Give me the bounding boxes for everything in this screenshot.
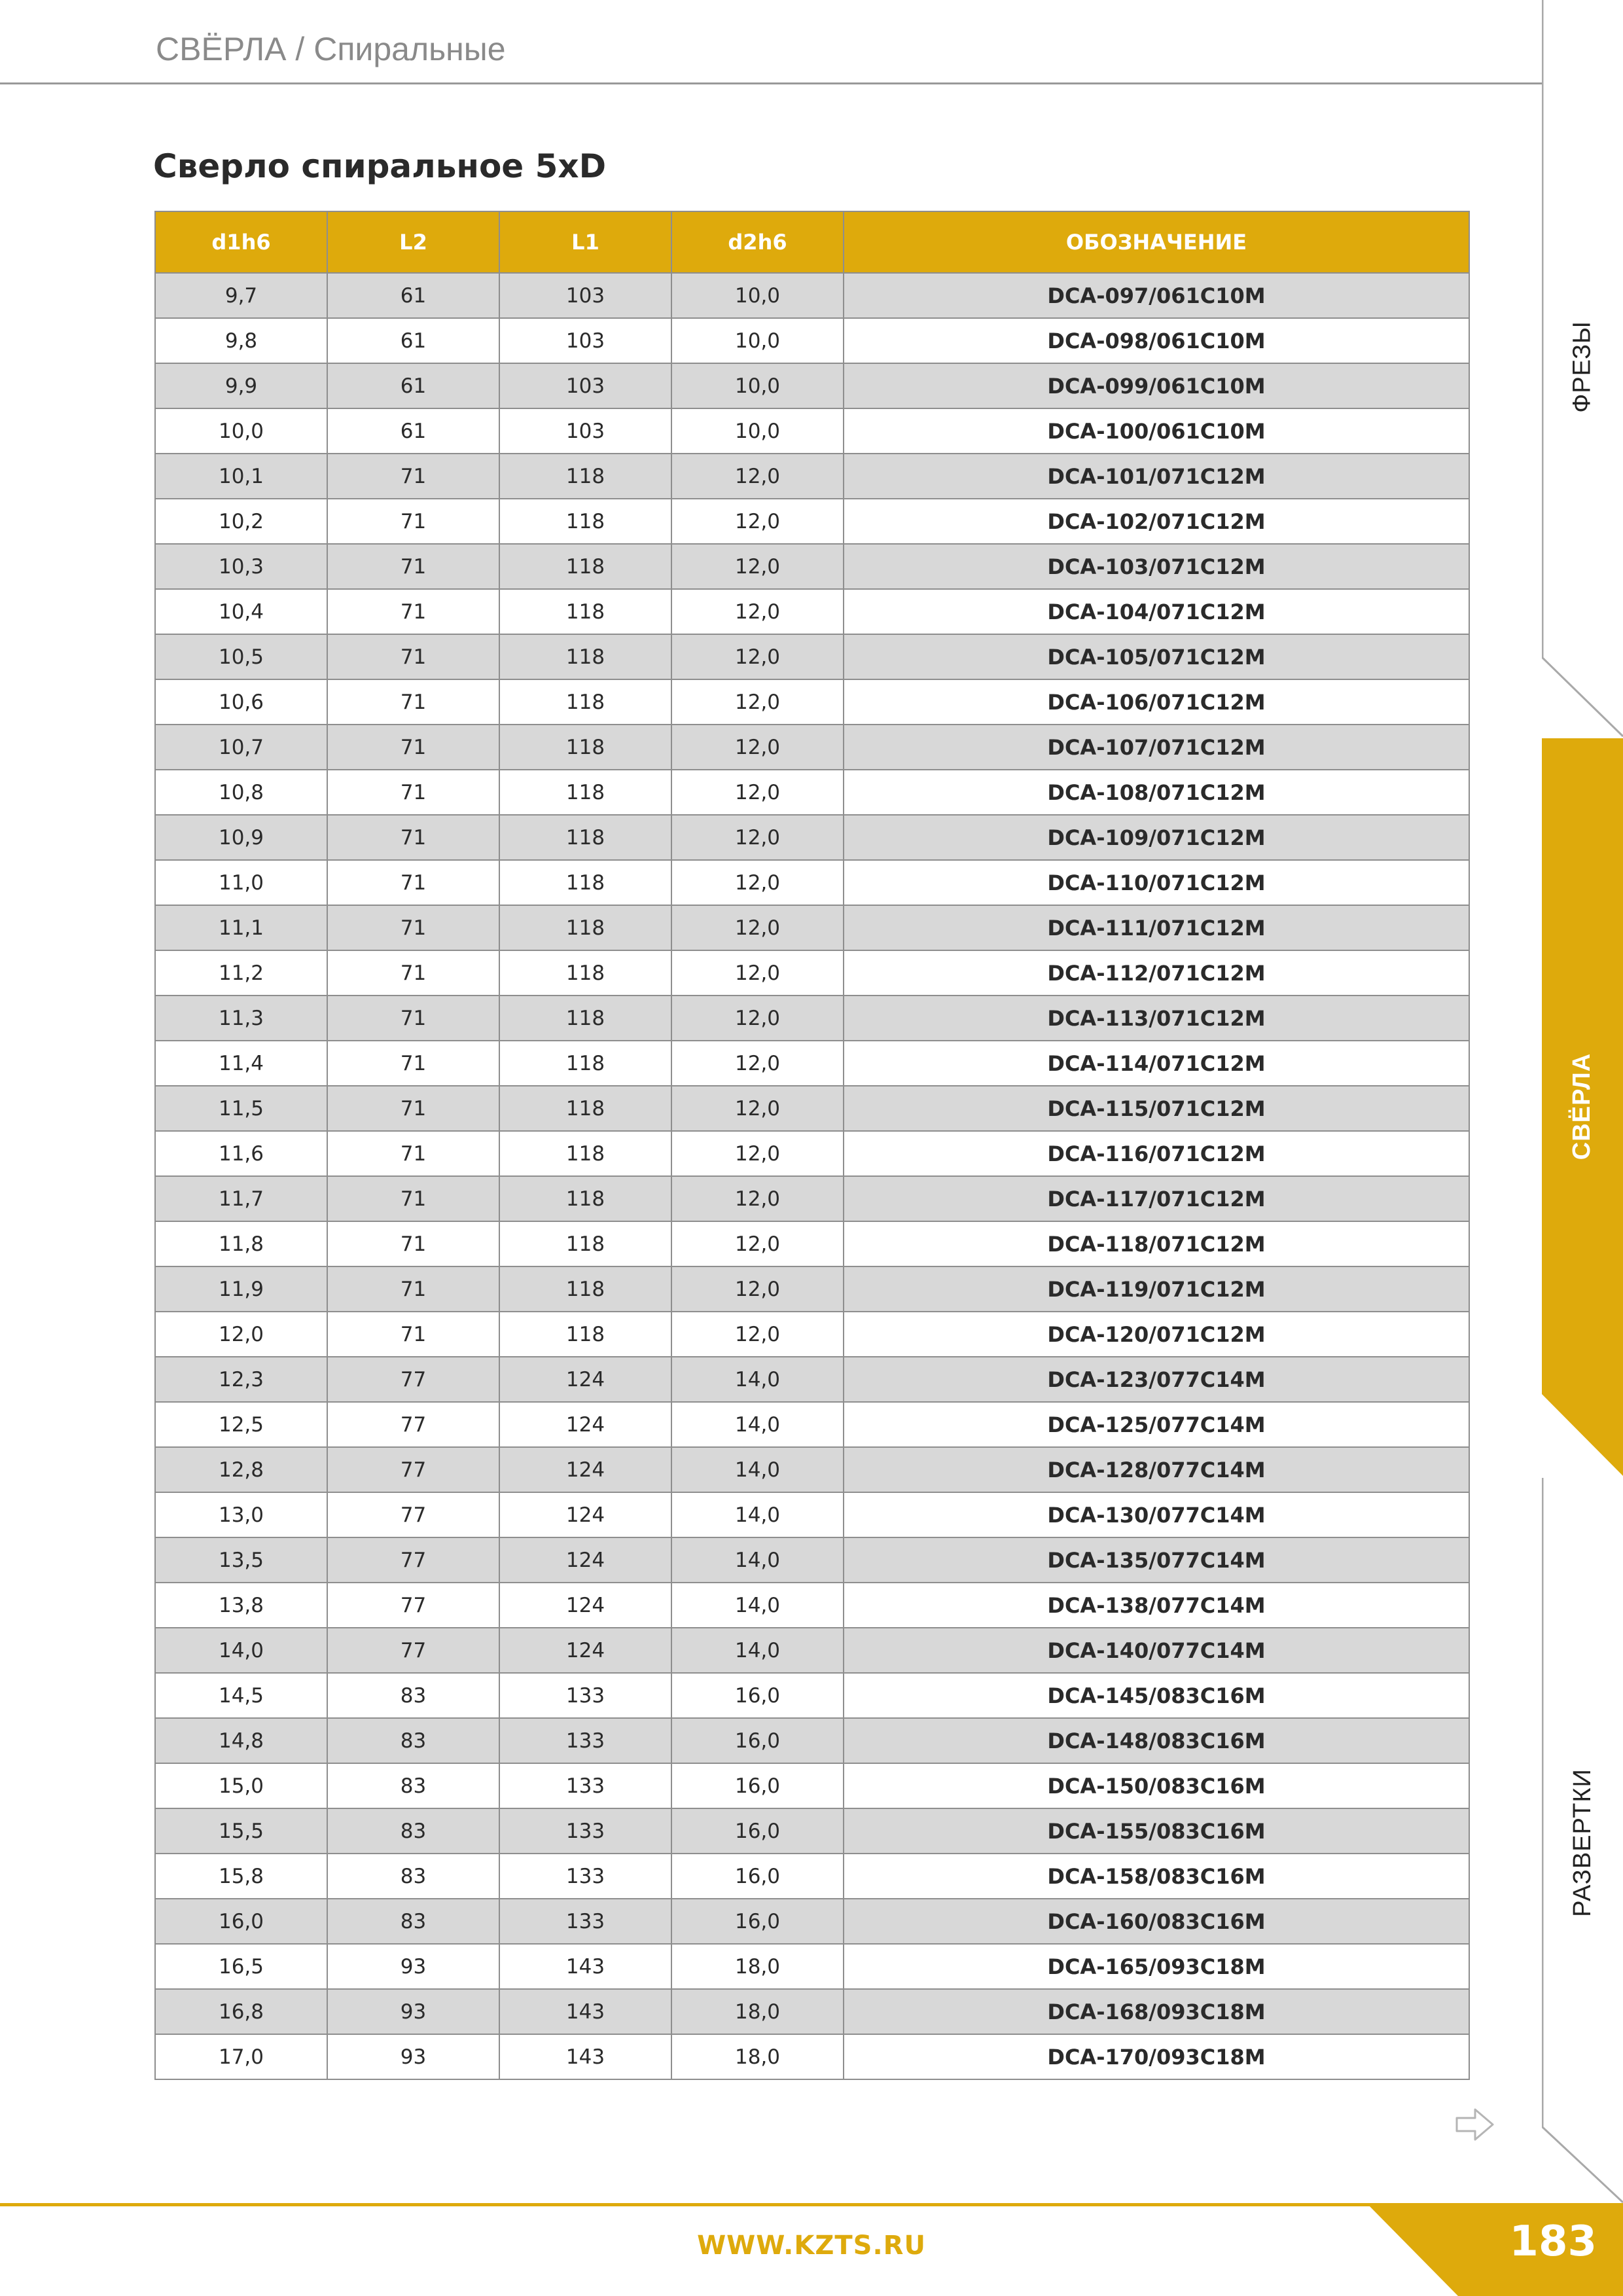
cell-d1h6: 10,8	[155, 770, 327, 815]
cell-l2: 61	[327, 408, 499, 454]
cell-d2h6: 12,0	[671, 1221, 844, 1266]
cell-d1h6: 14,8	[155, 1718, 327, 1763]
table-row	[155, 770, 1469, 815]
cell-l1: 124	[499, 1357, 671, 1402]
cell-l2: 71	[327, 499, 499, 544]
cell-d2h6: 12,0	[671, 815, 844, 860]
cell-d2h6: 12,0	[671, 454, 844, 499]
breadcrumb: СВЁРЛА / Спиральные	[156, 31, 506, 67]
cell-d1h6: 15,0	[155, 1763, 327, 1808]
cell-designation: DCA-128/077C14M	[844, 1447, 1469, 1492]
cell-l2: 77	[327, 1447, 499, 1492]
cell-l1: 118	[499, 770, 671, 815]
cell-designation: DCA-115/071C12M	[844, 1086, 1469, 1131]
column-header-l1: L1	[499, 211, 671, 273]
page-number: 183	[1509, 2217, 1597, 2266]
cell-d2h6: 16,0	[671, 1763, 844, 1808]
table-row	[155, 1266, 1469, 1312]
cell-d2h6: 12,0	[671, 770, 844, 815]
table-header-row	[155, 211, 1469, 273]
arrow-right-outline-icon	[1455, 2108, 1495, 2142]
cell-l1: 103	[499, 363, 671, 408]
cell-l1: 143	[499, 2034, 671, 2079]
cell-l1: 133	[499, 1899, 671, 1944]
cell-designation: DCA-109/071C12M	[844, 815, 1469, 860]
cell-d1h6: 15,5	[155, 1808, 327, 1854]
cell-l1: 124	[499, 1628, 671, 1673]
footer-website-link[interactable]: WWW.KZTS.RU	[697, 2231, 926, 2261]
table-row	[155, 318, 1469, 363]
cell-d2h6: 18,0	[671, 2034, 844, 2079]
cell-d1h6: 9,7	[155, 273, 327, 318]
cell-d2h6: 12,0	[671, 725, 844, 770]
table-row	[155, 1131, 1469, 1176]
cell-l2: 71	[327, 634, 499, 679]
cell-designation: DCA-110/071C12M	[844, 860, 1469, 905]
table-row	[155, 1537, 1469, 1583]
cell-l2: 71	[327, 589, 499, 634]
cell-d2h6: 16,0	[671, 1673, 844, 1718]
table-row	[155, 1357, 1469, 1402]
cell-l1: 133	[499, 1808, 671, 1854]
cell-d1h6: 10,6	[155, 679, 327, 725]
cell-d1h6: 10,5	[155, 634, 327, 679]
cell-l1: 118	[499, 1131, 671, 1176]
cell-l2: 71	[327, 1041, 499, 1086]
cell-l2: 77	[327, 1537, 499, 1583]
cell-l1: 124	[499, 1492, 671, 1537]
cell-l1: 118	[499, 634, 671, 679]
header-divider	[0, 82, 1542, 84]
cell-d2h6: 12,0	[671, 634, 844, 679]
cell-l1: 118	[499, 1312, 671, 1357]
cell-d2h6: 14,0	[671, 1402, 844, 1447]
cell-l2: 71	[327, 1221, 499, 1266]
cell-l1: 103	[499, 318, 671, 363]
cell-l2: 93	[327, 2034, 499, 2079]
table-row	[155, 1899, 1469, 1944]
table-row	[155, 996, 1469, 1041]
cell-d1h6: 12,3	[155, 1357, 327, 1402]
table-row	[155, 499, 1469, 544]
cell-d1h6: 15,8	[155, 1854, 327, 1899]
column-header-d1h6: d1h6	[155, 211, 327, 273]
cell-designation: DCA-107/071C12M	[844, 725, 1469, 770]
cell-d2h6: 14,0	[671, 1583, 844, 1628]
cell-l2: 77	[327, 1402, 499, 1447]
cell-designation: DCA-145/083C16M	[844, 1673, 1469, 1718]
table-row	[155, 1312, 1469, 1357]
cell-designation: DCA-117/071C12M	[844, 1176, 1469, 1221]
cell-designation: DCA-097/061C10M	[844, 273, 1469, 318]
cell-d1h6: 13,8	[155, 1583, 327, 1628]
table-row	[155, 544, 1469, 589]
cell-designation: DCA-150/083C16M	[844, 1763, 1469, 1808]
cell-l2: 83	[327, 1854, 499, 1899]
cell-l2: 71	[327, 725, 499, 770]
cell-d1h6: 10,3	[155, 544, 327, 589]
cell-d2h6: 12,0	[671, 996, 844, 1041]
cell-l2: 71	[327, 1131, 499, 1176]
cell-l1: 118	[499, 725, 671, 770]
cell-d1h6: 10,2	[155, 499, 327, 544]
table-row	[155, 2034, 1469, 2079]
cell-d2h6: 16,0	[671, 1718, 844, 1763]
cell-l2: 71	[327, 454, 499, 499]
cell-l2: 61	[327, 318, 499, 363]
cell-l1: 143	[499, 1944, 671, 1989]
cell-l1: 118	[499, 544, 671, 589]
cell-l2: 83	[327, 1899, 499, 1944]
cell-l1: 124	[499, 1447, 671, 1492]
cell-designation: DCA-116/071C12M	[844, 1131, 1469, 1176]
table-row	[155, 1944, 1469, 1989]
cell-d1h6: 16,8	[155, 1989, 327, 2034]
cell-l1: 118	[499, 454, 671, 499]
cell-l1: 118	[499, 679, 671, 725]
cell-designation: DCA-148/083C16M	[844, 1718, 1469, 1763]
cell-d1h6: 11,9	[155, 1266, 327, 1312]
cell-l2: 71	[327, 950, 499, 996]
cell-d2h6: 12,0	[671, 1312, 844, 1357]
cell-l2: 93	[327, 1989, 499, 2034]
table-row	[155, 1808, 1469, 1854]
cell-designation: DCA-101/071C12M	[844, 454, 1469, 499]
cell-d1h6: 11,6	[155, 1131, 327, 1176]
cell-l1: 118	[499, 1086, 671, 1131]
cell-d2h6: 14,0	[671, 1447, 844, 1492]
cell-d1h6: 14,5	[155, 1673, 327, 1718]
cell-d1h6: 16,5	[155, 1944, 327, 1989]
table-body	[155, 273, 1469, 2079]
cell-d2h6: 16,0	[671, 1854, 844, 1899]
cell-d1h6: 12,0	[155, 1312, 327, 1357]
table-row	[155, 1854, 1469, 1899]
table-row	[155, 1086, 1469, 1131]
cell-l2: 77	[327, 1492, 499, 1537]
cell-designation: DCA-170/093C18M	[844, 2034, 1469, 2079]
cell-d1h6: 10,7	[155, 725, 327, 770]
cell-designation: DCA-140/077C14M	[844, 1628, 1469, 1673]
table-row	[155, 1763, 1469, 1808]
cell-l1: 124	[499, 1583, 671, 1628]
cell-l2: 77	[327, 1628, 499, 1673]
cell-l2: 83	[327, 1808, 499, 1854]
cell-d1h6: 16,0	[155, 1899, 327, 1944]
cell-l1: 118	[499, 950, 671, 996]
cell-designation: DCA-165/093C18M	[844, 1944, 1469, 1989]
table-row	[155, 725, 1469, 770]
cell-l2: 71	[327, 1312, 499, 1357]
cell-designation: DCA-130/077C14M	[844, 1492, 1469, 1537]
table-row	[155, 1176, 1469, 1221]
cell-d2h6: 16,0	[671, 1899, 844, 1944]
cell-l2: 71	[327, 770, 499, 815]
cell-l1: 133	[499, 1673, 671, 1718]
cell-designation: DCA-106/071C12M	[844, 679, 1469, 725]
cell-d2h6: 10,0	[671, 408, 844, 454]
cell-l1: 124	[499, 1537, 671, 1583]
cell-l2: 77	[327, 1583, 499, 1628]
cell-l1: 118	[499, 1176, 671, 1221]
table-row	[155, 1221, 1469, 1266]
side-tab-reamers-label: РАЗВЕРТКИ	[1568, 1768, 1596, 1917]
side-tab-drills-label: СВЁРЛА	[1568, 1052, 1596, 1160]
cell-d1h6: 12,5	[155, 1402, 327, 1447]
cell-l1: 118	[499, 1266, 671, 1312]
table-row	[155, 1447, 1469, 1492]
cell-l1: 118	[499, 1041, 671, 1086]
cell-l1: 118	[499, 499, 671, 544]
cell-d2h6: 14,0	[671, 1537, 844, 1583]
cell-d2h6: 12,0	[671, 679, 844, 725]
cell-designation: DCA-099/061C10M	[844, 363, 1469, 408]
side-tab-mills[interactable]	[1542, 314, 1623, 419]
cell-l2: 71	[327, 815, 499, 860]
table-row	[155, 1628, 1469, 1673]
cell-designation: DCA-102/071C12M	[844, 499, 1469, 544]
cell-l2: 71	[327, 1266, 499, 1312]
table-row	[155, 1041, 1469, 1086]
cell-d2h6: 12,0	[671, 905, 844, 950]
cell-l1: 143	[499, 1989, 671, 2034]
cell-designation: DCA-119/071C12M	[844, 1266, 1469, 1312]
page-title: Сверло спиральное 5xD	[153, 147, 607, 185]
cell-l2: 71	[327, 544, 499, 589]
cell-l2: 61	[327, 273, 499, 318]
table-row	[155, 815, 1469, 860]
cell-l1: 118	[499, 589, 671, 634]
cell-d2h6: 12,0	[671, 589, 844, 634]
cell-d1h6: 17,0	[155, 2034, 327, 2079]
cell-designation: DCA-105/071C12M	[844, 634, 1469, 679]
cell-l1: 103	[499, 408, 671, 454]
cell-d2h6: 12,0	[671, 860, 844, 905]
cell-d2h6: 12,0	[671, 1041, 844, 1086]
cell-designation: DCA-158/083C16M	[844, 1854, 1469, 1899]
cell-designation: DCA-112/071C12M	[844, 950, 1469, 996]
cell-d2h6: 12,0	[671, 1131, 844, 1176]
cell-designation: DCA-111/071C12M	[844, 905, 1469, 950]
cell-d2h6: 10,0	[671, 273, 844, 318]
table-row	[155, 589, 1469, 634]
cell-d1h6: 10,4	[155, 589, 327, 634]
cell-d2h6: 18,0	[671, 1989, 844, 2034]
table-row	[155, 454, 1469, 499]
cell-d1h6: 10,1	[155, 454, 327, 499]
cell-d1h6: 11,4	[155, 1041, 327, 1086]
cell-d2h6: 10,0	[671, 363, 844, 408]
cell-designation: DCA-123/077C14M	[844, 1357, 1469, 1402]
cell-l2: 83	[327, 1763, 499, 1808]
cell-d2h6: 12,0	[671, 499, 844, 544]
cell-d2h6: 18,0	[671, 1944, 844, 1989]
cell-d2h6: 10,0	[671, 318, 844, 363]
cell-l1: 103	[499, 273, 671, 318]
cell-l1: 118	[499, 905, 671, 950]
cell-d2h6: 12,0	[671, 1266, 844, 1312]
table-row	[155, 363, 1469, 408]
cell-d2h6: 16,0	[671, 1808, 844, 1854]
cell-l1: 133	[499, 1718, 671, 1763]
cell-d1h6: 11,1	[155, 905, 327, 950]
table-row	[155, 679, 1469, 725]
table-row	[155, 273, 1469, 318]
side-tab-reamers[interactable]	[1542, 1768, 1623, 1917]
table-row	[155, 860, 1469, 905]
cell-designation: DCA-120/071C12M	[844, 1312, 1469, 1357]
side-tab-mills-label: ФРЕЗЫ	[1568, 320, 1596, 413]
cell-l2: 61	[327, 363, 499, 408]
cell-designation: DCA-108/071C12M	[844, 770, 1469, 815]
cell-l2: 83	[327, 1673, 499, 1718]
table-row	[155, 1673, 1469, 1718]
column-header-designation: ОБОЗНАЧЕНИЕ	[844, 211, 1469, 273]
cell-designation: DCA-135/077C14M	[844, 1537, 1469, 1583]
cell-d1h6: 11,2	[155, 950, 327, 996]
cell-d1h6: 11,7	[155, 1176, 327, 1221]
cell-d1h6: 9,9	[155, 363, 327, 408]
column-header-d2h6: d2h6	[671, 211, 844, 273]
cell-d2h6: 14,0	[671, 1357, 844, 1402]
cell-l2: 71	[327, 1086, 499, 1131]
cell-d1h6: 14,0	[155, 1628, 327, 1673]
cell-d1h6: 12,8	[155, 1447, 327, 1492]
column-header-l2: L2	[327, 211, 499, 273]
cell-d1h6: 10,9	[155, 815, 327, 860]
table-row	[155, 1718, 1469, 1763]
cell-designation: DCA-098/061C10M	[844, 318, 1469, 363]
cell-l1: 118	[499, 1221, 671, 1266]
cell-l2: 77	[327, 1357, 499, 1402]
cell-l2: 71	[327, 1176, 499, 1221]
cell-l1: 124	[499, 1402, 671, 1447]
cell-l1: 133	[499, 1854, 671, 1899]
cell-designation: DCA-103/071C12M	[844, 544, 1469, 589]
cell-designation: DCA-114/071C12M	[844, 1041, 1469, 1086]
cell-l2: 93	[327, 1944, 499, 1989]
cell-d1h6: 11,8	[155, 1221, 327, 1266]
cell-l1: 118	[499, 860, 671, 905]
table-row	[155, 905, 1469, 950]
cell-designation: DCA-125/077C14M	[844, 1402, 1469, 1447]
cell-l2: 71	[327, 905, 499, 950]
cell-d1h6: 13,0	[155, 1492, 327, 1537]
cell-designation: DCA-155/083C16M	[844, 1808, 1469, 1854]
side-tab-drills[interactable]	[1542, 1054, 1623, 1158]
cell-l1: 118	[499, 996, 671, 1041]
cell-l1: 118	[499, 815, 671, 860]
cell-d1h6: 10,0	[155, 408, 327, 454]
table-row	[155, 408, 1469, 454]
cell-designation: DCA-113/071C12M	[844, 996, 1469, 1041]
cell-d2h6: 12,0	[671, 950, 844, 996]
cell-designation: DCA-104/071C12M	[844, 589, 1469, 634]
cell-l2: 71	[327, 860, 499, 905]
cell-d1h6: 11,5	[155, 1086, 327, 1131]
cell-designation: DCA-100/061C10M	[844, 408, 1469, 454]
cell-d1h6: 9,8	[155, 318, 327, 363]
cell-d2h6: 12,0	[671, 1176, 844, 1221]
cell-designation: DCA-168/093C18M	[844, 1989, 1469, 2034]
table-row	[155, 1402, 1469, 1447]
cell-designation: DCA-160/083C16M	[844, 1899, 1469, 1944]
cell-l1: 133	[499, 1763, 671, 1808]
cell-l2: 71	[327, 996, 499, 1041]
table-row	[155, 634, 1469, 679]
table-row	[155, 1989, 1469, 2034]
cell-d1h6: 13,5	[155, 1537, 327, 1583]
table-row	[155, 1583, 1469, 1628]
cell-d2h6: 14,0	[671, 1492, 844, 1537]
cell-l2: 83	[327, 1718, 499, 1763]
cell-d2h6: 14,0	[671, 1628, 844, 1673]
cell-d2h6: 12,0	[671, 544, 844, 589]
cell-d2h6: 12,0	[671, 1086, 844, 1131]
cell-d1h6: 11,3	[155, 996, 327, 1041]
cell-d1h6: 11,0	[155, 860, 327, 905]
table-row	[155, 1492, 1469, 1537]
cell-designation: DCA-118/071C12M	[844, 1221, 1469, 1266]
spec-table	[154, 211, 1470, 2080]
cell-l2: 71	[327, 679, 499, 725]
cell-designation: DCA-138/077C14M	[844, 1583, 1469, 1628]
table-row	[155, 950, 1469, 996]
